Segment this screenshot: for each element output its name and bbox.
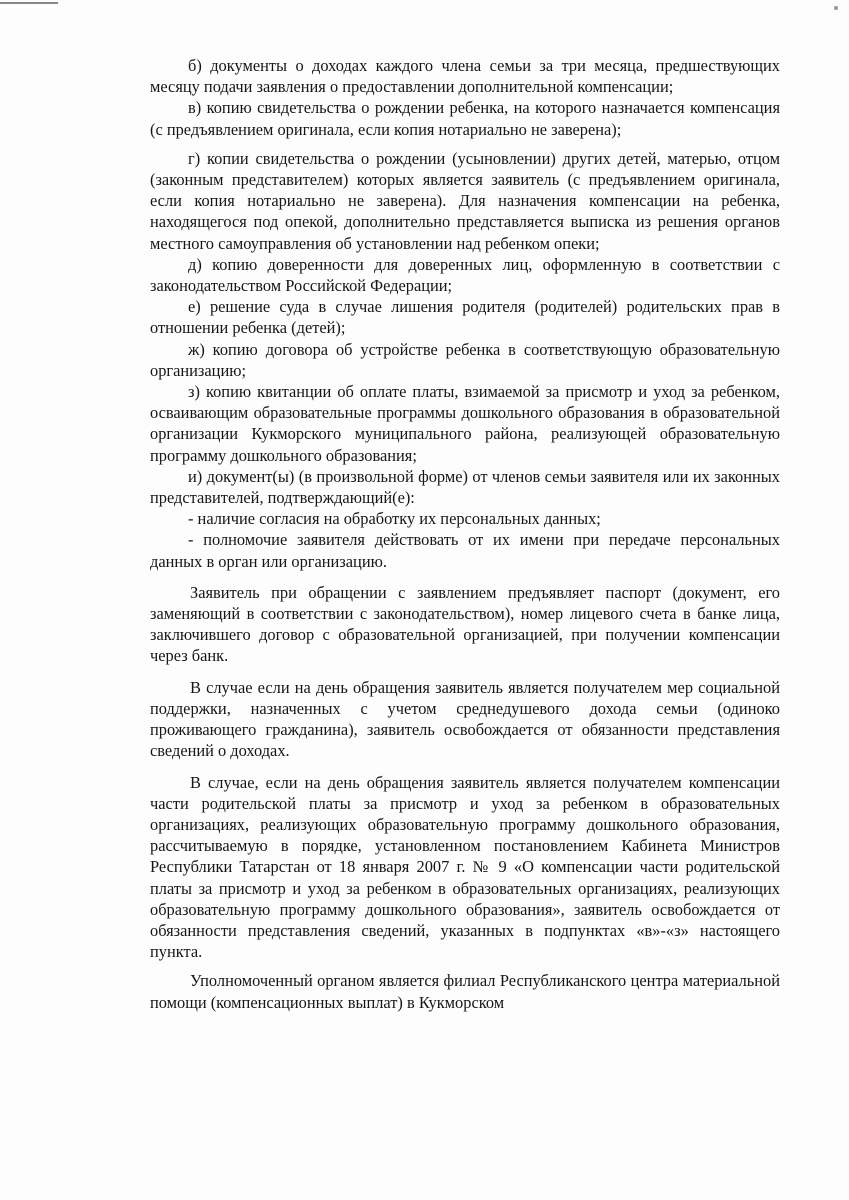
paragraph-consent: - наличие согласия на обработку их персональных данных; — [188, 509, 601, 529]
paragraph-e: е) решение суда в случае лишения родителя (родителей) родительских прав в отношении ребенка (детей); — [150, 297, 780, 338]
document-body — [150, 55, 780, 1013]
paragraph-b: б) документы о доходах каждого члена семьи за три месяца, предшествующих месяцу подачи заявления о предоставлении дополнительной компенсации; — [150, 56, 780, 97]
paragraph-authority: - полномочие заявителя действовать от их имени при передаче персональных данных в орган или организацию. — [150, 530, 780, 571]
paragraph-v: в) копию свидетельства о рождении ребенка, на которого назначается компенсация (с предъявлением оригинала, если копия нотариально не заверена); — [150, 98, 780, 139]
paragraph-d: д) копию доверенности для доверенных лиц, оформленную в соответствии с законодательством Российской Федерации; — [150, 254, 780, 296]
paragraph-g: г) копии свидетельства о рождении (усыновлении) других детей, матерью, отцом (законным представителем) которых является заявитель (с предъявлением оригинала, если копия нотариально не заверена). Для назначения компенсации на ребенка, находящегося под опекой, дополнительно представляется выписка из решения органов местного самоуправления об установлении над ребенком опеки; — [150, 148, 780, 253]
paragraph-zh: ж) копию договора об устройстве ребенка в соответствующую образовательную организацию; — [150, 339, 780, 380]
paragraph-passport: Заявитель при обращении с заявлением предъявляет паспорт (документ, его заменяющий в соответствии с законодательством), номер лицевого счета в банке лица, заключившего договор с образовательной организацией, при получении компенсации через банк. — [150, 582, 780, 666]
paragraph-compensation: В случае, если на день обращения заявитель является получателем компенсации части родительской платы за присмотр и уход за ребенком в образовательных организациях, реализующих образовательную программу дошкольного образования, рассчитываемую в порядке, установленном постановлением Кабинета Министров Республики Татарстан от 18 января 2007 г. № 9 «О компенсации части родительской платы за присмотр и уход за ребенком в образовательных организациях, реализующих образовательную программу дошкольного образования», заявитель освобождается от обязанности представления сведений, указанных в подпунктах «в»-«з» настоящего пункта. — [150, 772, 780, 962]
paragraph-social-support: В случае если на день обращения заявитель является получателем мер социальной поддержки, назначенных с учетом среднедушевого дохода семьи (одиноко проживающего гражданина), заявитель освобождается от обязанности представления сведений о доходах. — [150, 677, 780, 761]
paragraph-z: з) копию квитанции об оплате платы, взимаемой за присмотр и уход за ребенком, осваивающим образовательные программы дошкольного образования в образовательной организации Кукморского муниципального района, реализующей образовательную программу дошкольного образования; — [150, 382, 780, 465]
paragraph-authorized-body: Уполномоченный органом является филиал Республиканского центра материальной помощи (компенсационных выплат) в Кукморском — [150, 971, 780, 1012]
scan-edge-mark — [0, 2, 58, 4]
scan-speck — [834, 6, 838, 10]
paragraph-i: и) документ(ы) (в произвольной форме) от членов семьи заявителя или их законных представителей, подтверждающий(е): — [150, 466, 780, 508]
